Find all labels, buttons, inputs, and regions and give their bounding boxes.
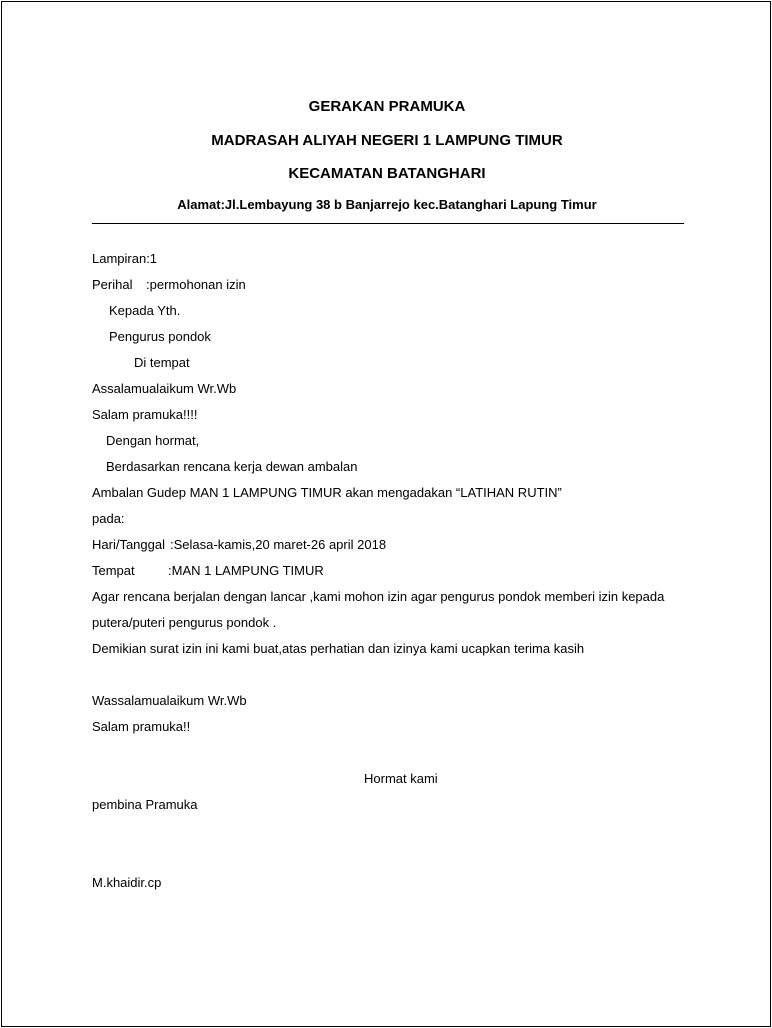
tempat-value: :MAN 1 LAMPUNG TIMUR <box>168 563 324 578</box>
signer-name: M.khaidir.cp <box>92 875 162 890</box>
closing-salam-line: Salam pramuka!! <box>92 719 191 734</box>
perihal-value: :permohonan izin <box>146 277 246 292</box>
dengan-hormat-line: Dengan hormat, <box>106 433 200 448</box>
pada-line: pada: <box>92 511 125 526</box>
hari-label: Hari/Tanggal <box>92 537 165 552</box>
closing-line: Wassalamualaikum Wr.Wb <box>92 693 247 708</box>
hari-value: :Selasa-kamis,20 maret-26 april 2018 <box>170 537 387 552</box>
hormat-kami-line: Hormat kami <box>364 771 438 786</box>
body-line-2: Ambalan Gudep MAN 1 LAMPUNG TIMUR akan mengadakan “LATIHAN RUTIN” <box>92 485 562 500</box>
body-line-3: Agar rencana berjalan dengan lancar ,kami mohon izin agar pengurus pondok memberi izin kepada <box>92 589 665 604</box>
salam-line: Salam pramuka!!!! <box>92 407 198 422</box>
body-line-4: putera/puteri pengurus pondok . <box>92 615 277 630</box>
body-line-1: Berdasarkan rencana kerja dewan ambalan <box>106 459 358 474</box>
org-heading: GERAKAN PRAMUKA <box>308 98 466 115</box>
body-line-5: Demikian surat izin ini kami buat,atas perhatian dan izinya kami ucapkan terima kasih <box>92 641 585 656</box>
position-line: pembina Pramuka <box>92 797 198 812</box>
di-tempat-line: Di tempat <box>134 355 190 370</box>
kepada-line: Kepada Yth. <box>109 303 181 318</box>
lampiran-line: Lampiran:1 <box>92 251 158 266</box>
perihal-label: Perihal <box>92 277 133 292</box>
school-heading: MADRASAH ALIYAH NEGERI 1 LAMPUNG TIMUR <box>211 132 563 149</box>
recipient-line: Pengurus pondok <box>109 329 211 344</box>
tempat-label: Tempat <box>92 563 135 578</box>
greeting-line: Assalamualaikum Wr.Wb <box>92 381 237 396</box>
address-line: Alamat:Jl.Lembayung 38 b Banjarrejo kec.Batanghari Lapung Timur <box>177 197 597 212</box>
letter-page <box>1 1 771 1027</box>
district-heading: KECAMATAN BATANGHARI <box>288 165 486 182</box>
header-divider <box>92 223 684 224</box>
